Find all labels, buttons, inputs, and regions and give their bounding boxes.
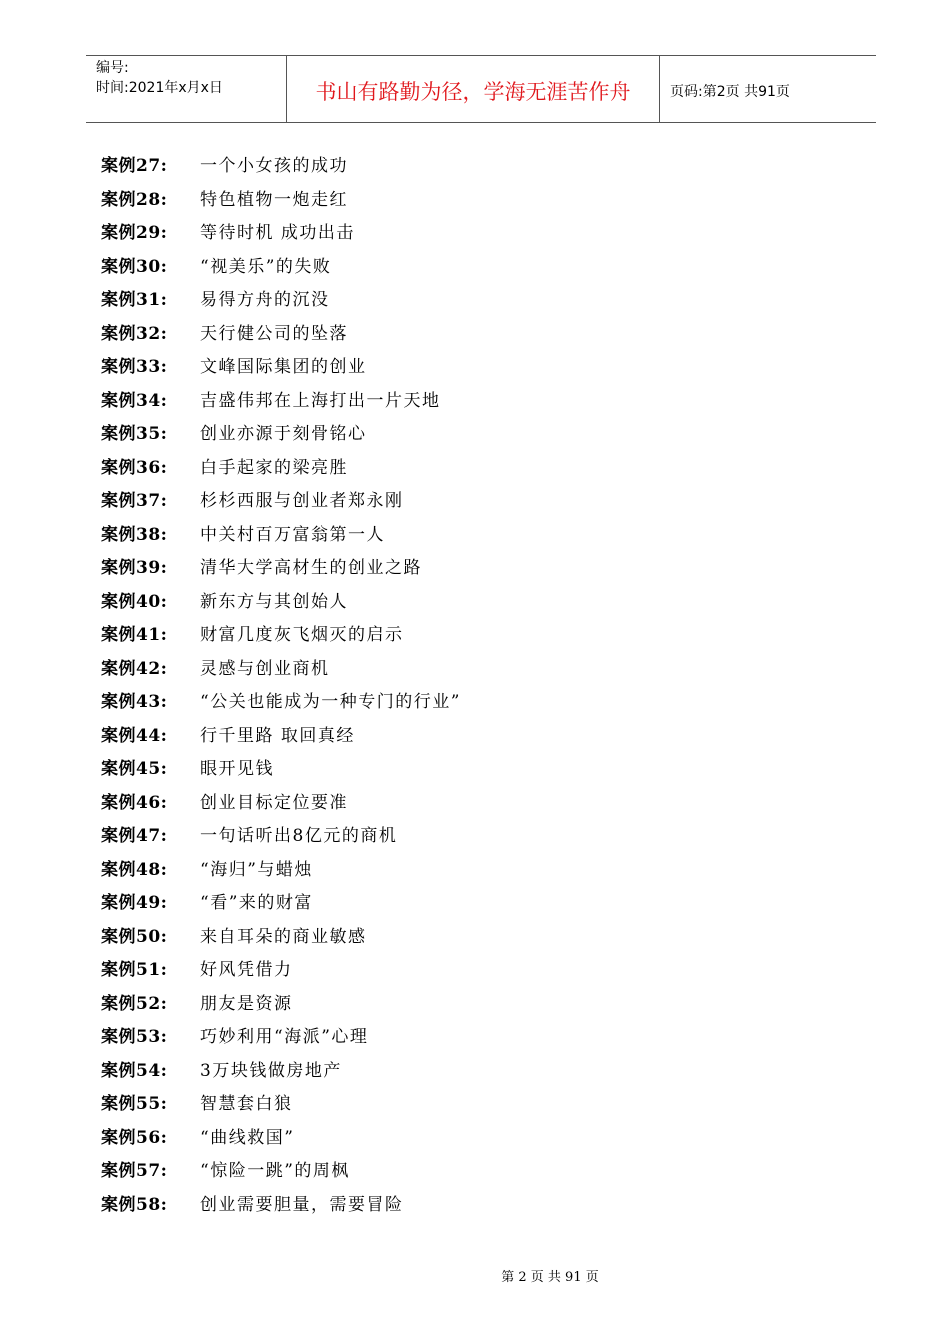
- case-number: 案例53:: [101, 1027, 168, 1048]
- header-motto: 书山有路勤为径，学海无涯苦作舟: [286, 56, 660, 122]
- case-title: 来自耳朵的商业敏感: [200, 926, 367, 947]
- case-number: 案例34:: [101, 390, 168, 411]
- case-number: 案例32:: [101, 323, 168, 344]
- document-time-label: 时间:2021年x月x日: [96, 80, 223, 96]
- case-title: 文峰国际集团的创业: [200, 357, 367, 378]
- case-title: 清华大学高材生的创业之路: [200, 558, 422, 579]
- case-title: 天行健公司的坠落: [200, 323, 348, 344]
- page-header: [86, 55, 876, 123]
- case-number: 案例31:: [101, 290, 168, 311]
- case-number: 案例27:: [101, 156, 168, 177]
- case-number: 案例46:: [101, 792, 168, 813]
- header-page-label: 页码:第2页 共91页: [670, 84, 790, 100]
- case-title: 白手起家的梁亮胜: [200, 457, 348, 478]
- case-title: 创业目标定位要准: [200, 792, 348, 813]
- case-list-item: [101, 281, 461, 315]
- case-list-item: [101, 750, 461, 784]
- case-title: 吉盛伟邦在上海打出一片天地: [200, 390, 441, 411]
- case-list: [101, 147, 461, 1219]
- case-list-item: [101, 784, 461, 818]
- case-list-item: [101, 1186, 461, 1220]
- case-list-item: [101, 1119, 461, 1153]
- case-title: 一句话听出8亿元的商机: [200, 826, 398, 847]
- case-list-item: [101, 248, 461, 282]
- case-list-item: [101, 650, 461, 684]
- case-list-item: [101, 683, 461, 717]
- case-list-item: [101, 1052, 461, 1086]
- case-number: 案例44:: [101, 725, 168, 746]
- case-number: 案例37:: [101, 491, 168, 512]
- case-title: 创业需要胆量，需要冒险: [200, 1194, 404, 1215]
- case-title: “曲线救国”: [200, 1127, 295, 1148]
- case-list-item: [101, 918, 461, 952]
- header-meta: [86, 56, 286, 122]
- page-footer: 第 2 页 共 91 页: [501, 1270, 599, 1285]
- case-number: 案例47:: [101, 826, 168, 847]
- case-number: 案例57:: [101, 1161, 168, 1182]
- case-title: 一个小女孩的成功: [200, 156, 348, 177]
- case-list-item: [101, 1085, 461, 1119]
- case-title: 特色植物一炮走红: [200, 189, 348, 210]
- case-title: “看”来的财富: [200, 893, 313, 914]
- case-list-item: [101, 817, 461, 851]
- case-number: 案例58:: [101, 1194, 168, 1215]
- case-list-item: [101, 1152, 461, 1186]
- case-title: “海归”与蜡烛: [200, 859, 313, 880]
- document-number-label: 编号:: [96, 60, 129, 76]
- case-title: 灵感与创业商机: [200, 658, 330, 679]
- case-title: 眼开见钱: [200, 759, 274, 780]
- case-list-item: [101, 616, 461, 650]
- case-title: “视美乐”的失败: [200, 256, 332, 277]
- case-number: 案例40:: [101, 591, 168, 612]
- case-list-item: [101, 214, 461, 248]
- case-title: 巧妙利用“海派”心理: [200, 1027, 369, 1048]
- case-title: 行千里路 取回真经: [200, 725, 355, 746]
- case-title: 3万块钱做房地产: [200, 1060, 342, 1081]
- case-number: 案例56:: [101, 1127, 168, 1148]
- case-title: 创业亦源于刻骨铭心: [200, 424, 367, 445]
- case-number: 案例41:: [101, 625, 168, 646]
- case-number: 案例45:: [101, 759, 168, 780]
- case-list-item: [101, 1018, 461, 1052]
- case-number: 案例42:: [101, 658, 168, 679]
- case-number: 案例30:: [101, 256, 168, 277]
- case-list-item: [101, 449, 461, 483]
- case-number: 案例38:: [101, 524, 168, 545]
- case-title: 等待时机 成功出击: [200, 223, 355, 244]
- case-title: 中关村百万富翁第一人: [200, 524, 385, 545]
- case-title: 易得方舟的沉没: [200, 290, 330, 311]
- case-number: 案例55:: [101, 1094, 168, 1115]
- case-list-item: [101, 382, 461, 416]
- case-number: 案例48:: [101, 859, 168, 880]
- case-number: 案例39:: [101, 558, 168, 579]
- case-list-item: [101, 147, 461, 181]
- case-number: 案例29:: [101, 223, 168, 244]
- case-number: 案例54:: [101, 1060, 168, 1081]
- case-list-item: [101, 482, 461, 516]
- case-list-item: [101, 985, 461, 1019]
- case-list-item: [101, 315, 461, 349]
- case-title: “惊险一跳”的周枫: [200, 1161, 350, 1182]
- case-number: 案例36:: [101, 457, 168, 478]
- case-number: 案例49:: [101, 893, 168, 914]
- case-number: 案例28:: [101, 189, 168, 210]
- case-number: 案例43:: [101, 692, 168, 713]
- case-number: 案例35:: [101, 424, 168, 445]
- case-list-item: [101, 884, 461, 918]
- case-list-item: [101, 549, 461, 583]
- case-number: 案例52:: [101, 993, 168, 1014]
- case-list-item: [101, 717, 461, 751]
- case-list-item: [101, 415, 461, 449]
- case-title: “公关也能成为一种专门的行业”: [200, 692, 461, 713]
- case-list-item: [101, 583, 461, 617]
- case-number: 案例50:: [101, 926, 168, 947]
- case-list-item: [101, 851, 461, 885]
- case-list-item: [101, 951, 461, 985]
- case-title: 朋友是资源: [200, 993, 293, 1014]
- case-title: 好风凭借力: [200, 960, 293, 981]
- case-title: 财富几度灰飞烟灭的启示: [200, 625, 404, 646]
- case-number: 案例51:: [101, 960, 168, 981]
- case-list-item: [101, 348, 461, 382]
- case-title: 杉杉西服与创业者郑永刚: [200, 491, 404, 512]
- case-title: 智慧套白狼: [200, 1094, 293, 1115]
- case-list-item: [101, 516, 461, 550]
- case-number: 案例33:: [101, 357, 168, 378]
- case-list-item: [101, 181, 461, 215]
- case-title: 新东方与其创始人: [200, 591, 348, 612]
